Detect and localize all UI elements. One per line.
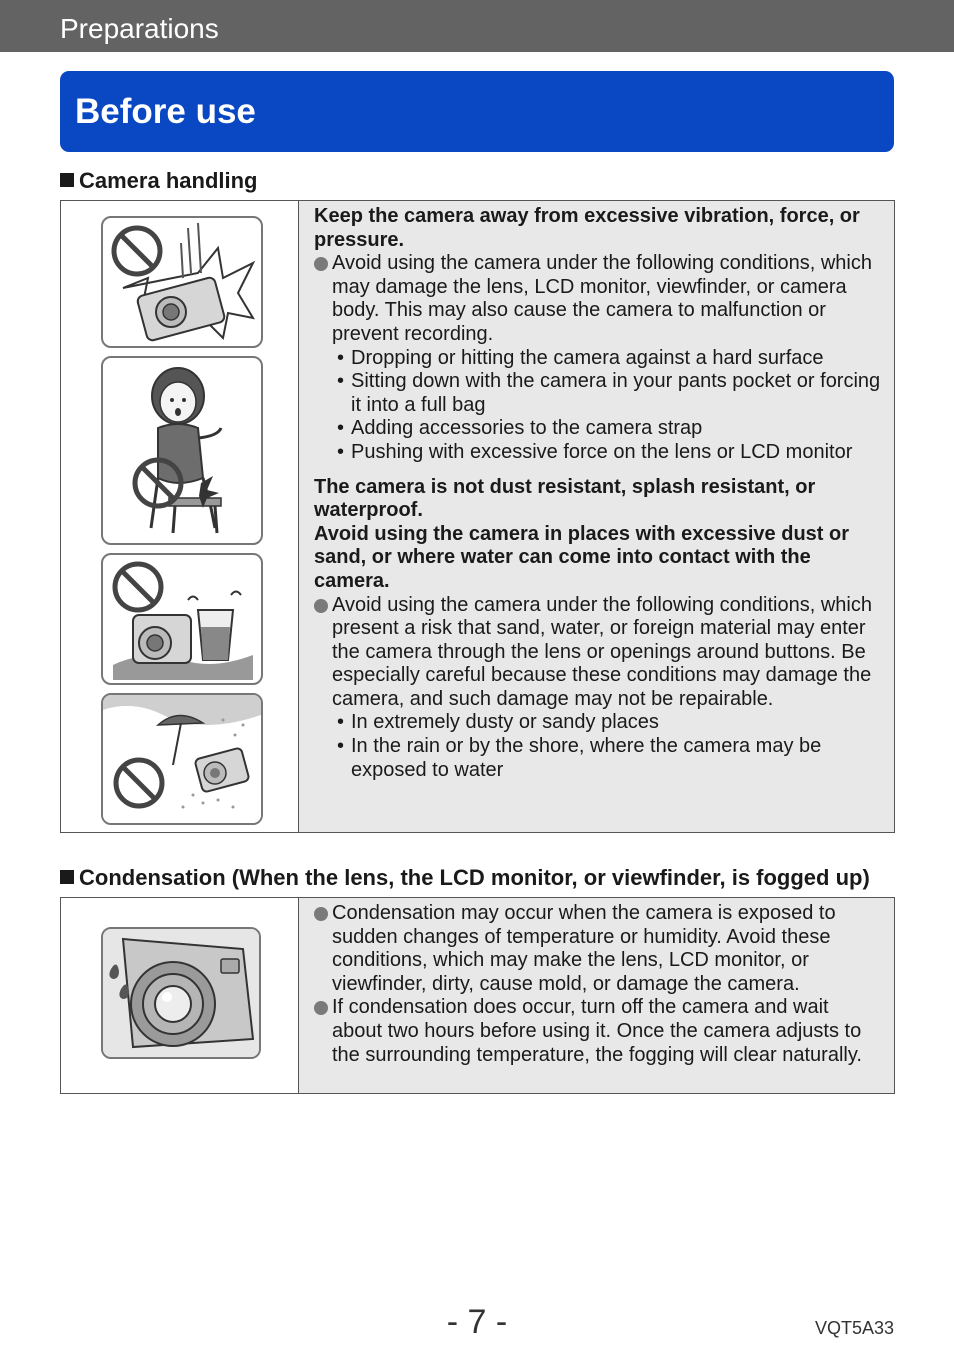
bullet-icon <box>314 1001 328 1015</box>
list-item: • Pushing with excessive force on the lens or LCD monitor <box>337 440 853 463</box>
top-bar <box>0 0 954 52</box>
condensation-table <box>60 897 895 1094</box>
bullet-icon <box>314 907 328 921</box>
square-bullet-icon <box>60 173 74 187</box>
prohibited-drop-icon <box>101 216 263 348</box>
bullet-icon <box>314 257 328 271</box>
illustration-column <box>61 898 299 1093</box>
camera-handling-text <box>299 201 894 832</box>
title-banner <box>60 71 894 152</box>
list-item: If condensation does occur, turn off the camera and wait about two hours before using it. Once the camera adjusts to the surrounding temperature, the fogging will clear naturally. <box>314 996 884 1067</box>
page-title: Before use <box>75 92 256 131</box>
list-item: • In the rain or by the shore, where the camera may be exposed to water <box>337 735 822 781</box>
heading-camera-handling: Camera handling <box>60 168 257 194</box>
square-bullet-icon <box>60 870 74 884</box>
page-number: - 7 - <box>446 1303 508 1341</box>
bullet-icon <box>314 599 328 613</box>
camera-handling-table <box>60 200 895 833</box>
dust-avoid-warning: Avoid using the camera in places with excessive dust or sand, or where water can come into contact with the camera. <box>314 522 849 592</box>
dust-warning: The camera is not dust resistant, splash resistant, or waterproof. <box>314 475 816 522</box>
list-item: • In extremely dusty or sandy places <box>337 711 659 734</box>
camera-condensation-icon <box>101 927 261 1059</box>
list-item: Condensation may occur when the camera is exposed to sudden changes of temperature or humidity. Avoid these conditions, which may make the lens, LCD monitor, or viewfinder, dirty, cause mold, or damage the camera. <box>314 902 884 996</box>
list-item: • Sitting down with the camera in your pants pocket or forcing it into a full bag <box>337 370 881 416</box>
list-item: Avoid using the camera under the following conditions, which may damage the lens, LCD monitor, viewfinder, or camera body. This may also cause the camera to malfunction or prevent recording. <box>314 252 884 346</box>
list-item: Avoid using the camera under the following conditions, which present a risk that sand, water, or foreign material may enter the camera through the lens or openings around buttons. Be especially careful because these conditions may damage the camera, and such damage may not be repairable. <box>314 594 884 712</box>
document-code: VQT5A33 <box>814 1318 894 1338</box>
vibration-warning: Keep the camera away from excessive vibration, force, or pressure. <box>314 205 860 251</box>
prohibited-water-icon <box>101 553 263 685</box>
heading-condensation: Condensation (When the lens, the LCD monitor, or viewfinder, is fogged up) <box>60 865 870 891</box>
list-item: • Adding accessories to the camera strap <box>337 417 703 440</box>
prohibited-sand-icon <box>101 693 263 825</box>
prohibited-sit-icon <box>101 356 263 545</box>
section-label: Preparations <box>60 13 219 44</box>
illustration-column <box>61 201 299 832</box>
condensation-text <box>299 898 894 1093</box>
list-item: • Dropping or hitting the camera against a hard surface <box>337 346 824 369</box>
